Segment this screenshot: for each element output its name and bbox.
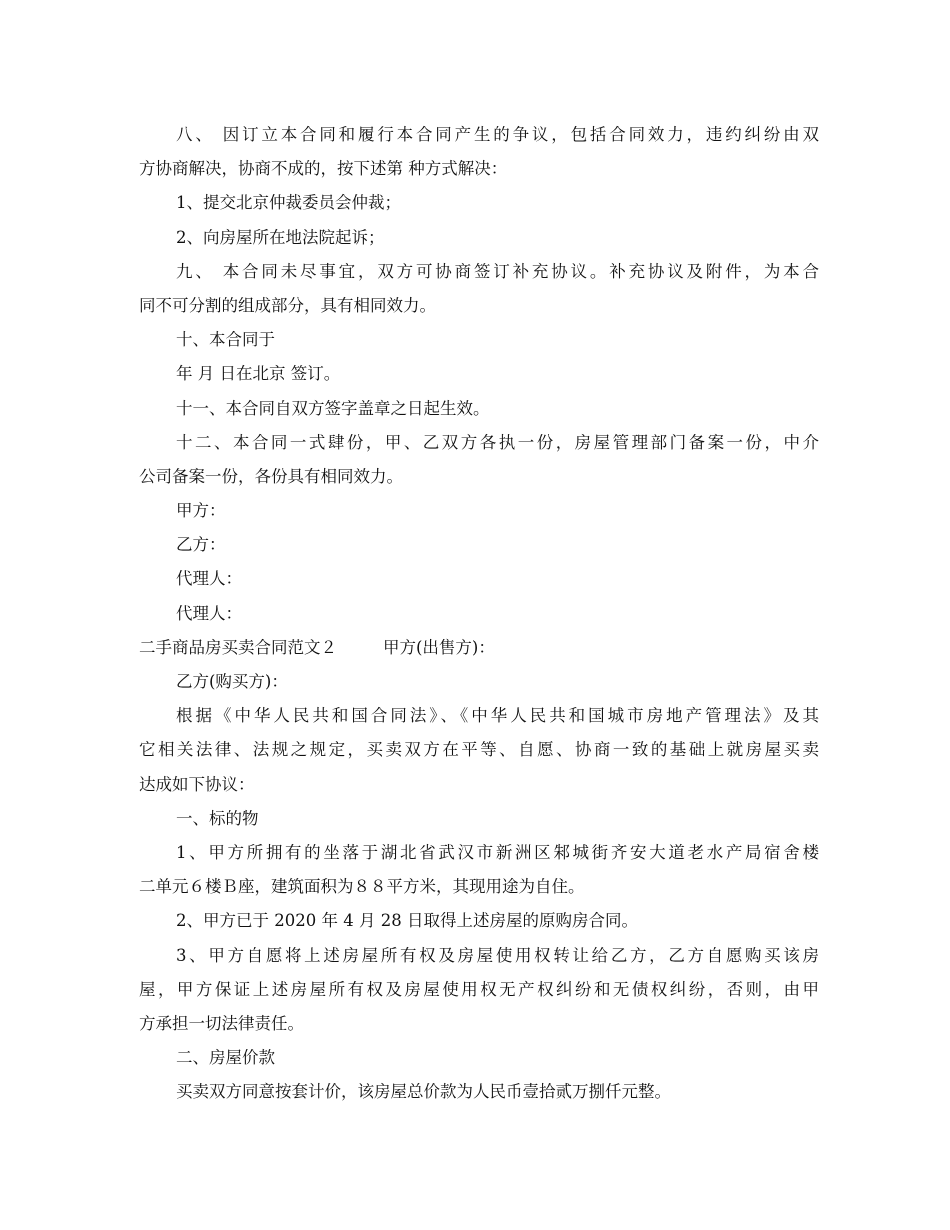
preamble-line-3: 达成如下协议： <box>139 774 255 794</box>
buyer-label: 乙方(购买方)： <box>176 672 288 691</box>
contract-2-title: 二手商品房买卖合同范文２ <box>139 637 337 657</box>
clause-8-line-2: 方协商解决，协商不成的，按下述第 种方式解决： <box>139 159 508 179</box>
preamble-line-1: 根据《中华人民共和国合同法》、《中华人民共和国城市房地产管理法》及其 <box>176 706 819 726</box>
clause-10-line-1: 十、本合同于 <box>176 330 275 350</box>
section-2-heading: 二、房屋价款 <box>176 1048 275 1068</box>
agent-signature-2: 代理人： <box>176 603 242 623</box>
arbitration-option-1: 1、提交北京仲裁委员会仲裁； <box>176 193 401 213</box>
transfer-line-2: 屋，甲方保证上述房屋所有权及房屋使用权无产权纠纷和无债权纠纷，否则，由甲 <box>139 979 819 999</box>
clause-9-line-1: 九、 本合同未尽事宜，双方可协商签订补充协议。补充协议及附件，为本合 <box>176 261 819 281</box>
seller-label: 甲方(出售方)： <box>383 637 495 657</box>
clause-12-line-1: 十二、本合同一式肆份，甲、乙双方各执一份，房屋管理部门备案一份，中介 <box>176 432 819 452</box>
clause-8-line-1: 八、 因订立本合同和履行本合同产生的争议，包括合同效力，违约纠纷由双 <box>176 125 819 144</box>
price-line: 买卖双方同意按套计价，该房屋总价款为人民币壹拾贰万捌仟元整。 <box>176 1082 671 1102</box>
clause-12-line-2: 公司备案一份，各份具有相同效力。 <box>139 466 403 486</box>
document-body <box>139 118 819 1109</box>
agent-signature-1: 代理人： <box>176 569 242 589</box>
property-location-line-1: 1、甲方所拥有的坐落于湖北省武汉市新洲区邾城街齐安大道老水产局宿舍楼 <box>176 842 819 862</box>
section-1-heading: 一、标的物 <box>176 808 259 828</box>
party-b-signature: 乙方： <box>176 535 226 555</box>
transfer-line-1: 3、甲方自愿将上述房屋所有权及房屋使用权转让给乙方，乙方自愿购买该房 <box>176 945 819 965</box>
clause-11: 十一、本合同自双方签字盖章之日起生效。 <box>176 398 490 418</box>
clause-10-line-2: 年 月 日在北京 签订。 <box>176 364 341 384</box>
party-a-signature: 甲方： <box>176 501 226 521</box>
transfer-line-3: 方承担一切法律责任。 <box>139 1013 304 1033</box>
arbitration-option-2: 2、向房屋所在地法院起诉； <box>176 227 385 247</box>
contract-2-heading <box>139 631 819 665</box>
preamble-line-2: 它相关法律、法规之规定，买卖双方在平等、自愿、协商一致的基础上就房屋买卖 <box>139 740 819 760</box>
property-location-line-2: 二单元６楼Ｂ座，建筑面积为８８平方米，其现用途为自住。 <box>139 877 585 897</box>
original-contract-line: 2、甲方已于 2020 年 4 月 28 日取得上述房屋的原购房合同。 <box>176 911 638 931</box>
clause-9-line-2: 同不可分割的组成部分，具有相同效力。 <box>139 295 436 315</box>
